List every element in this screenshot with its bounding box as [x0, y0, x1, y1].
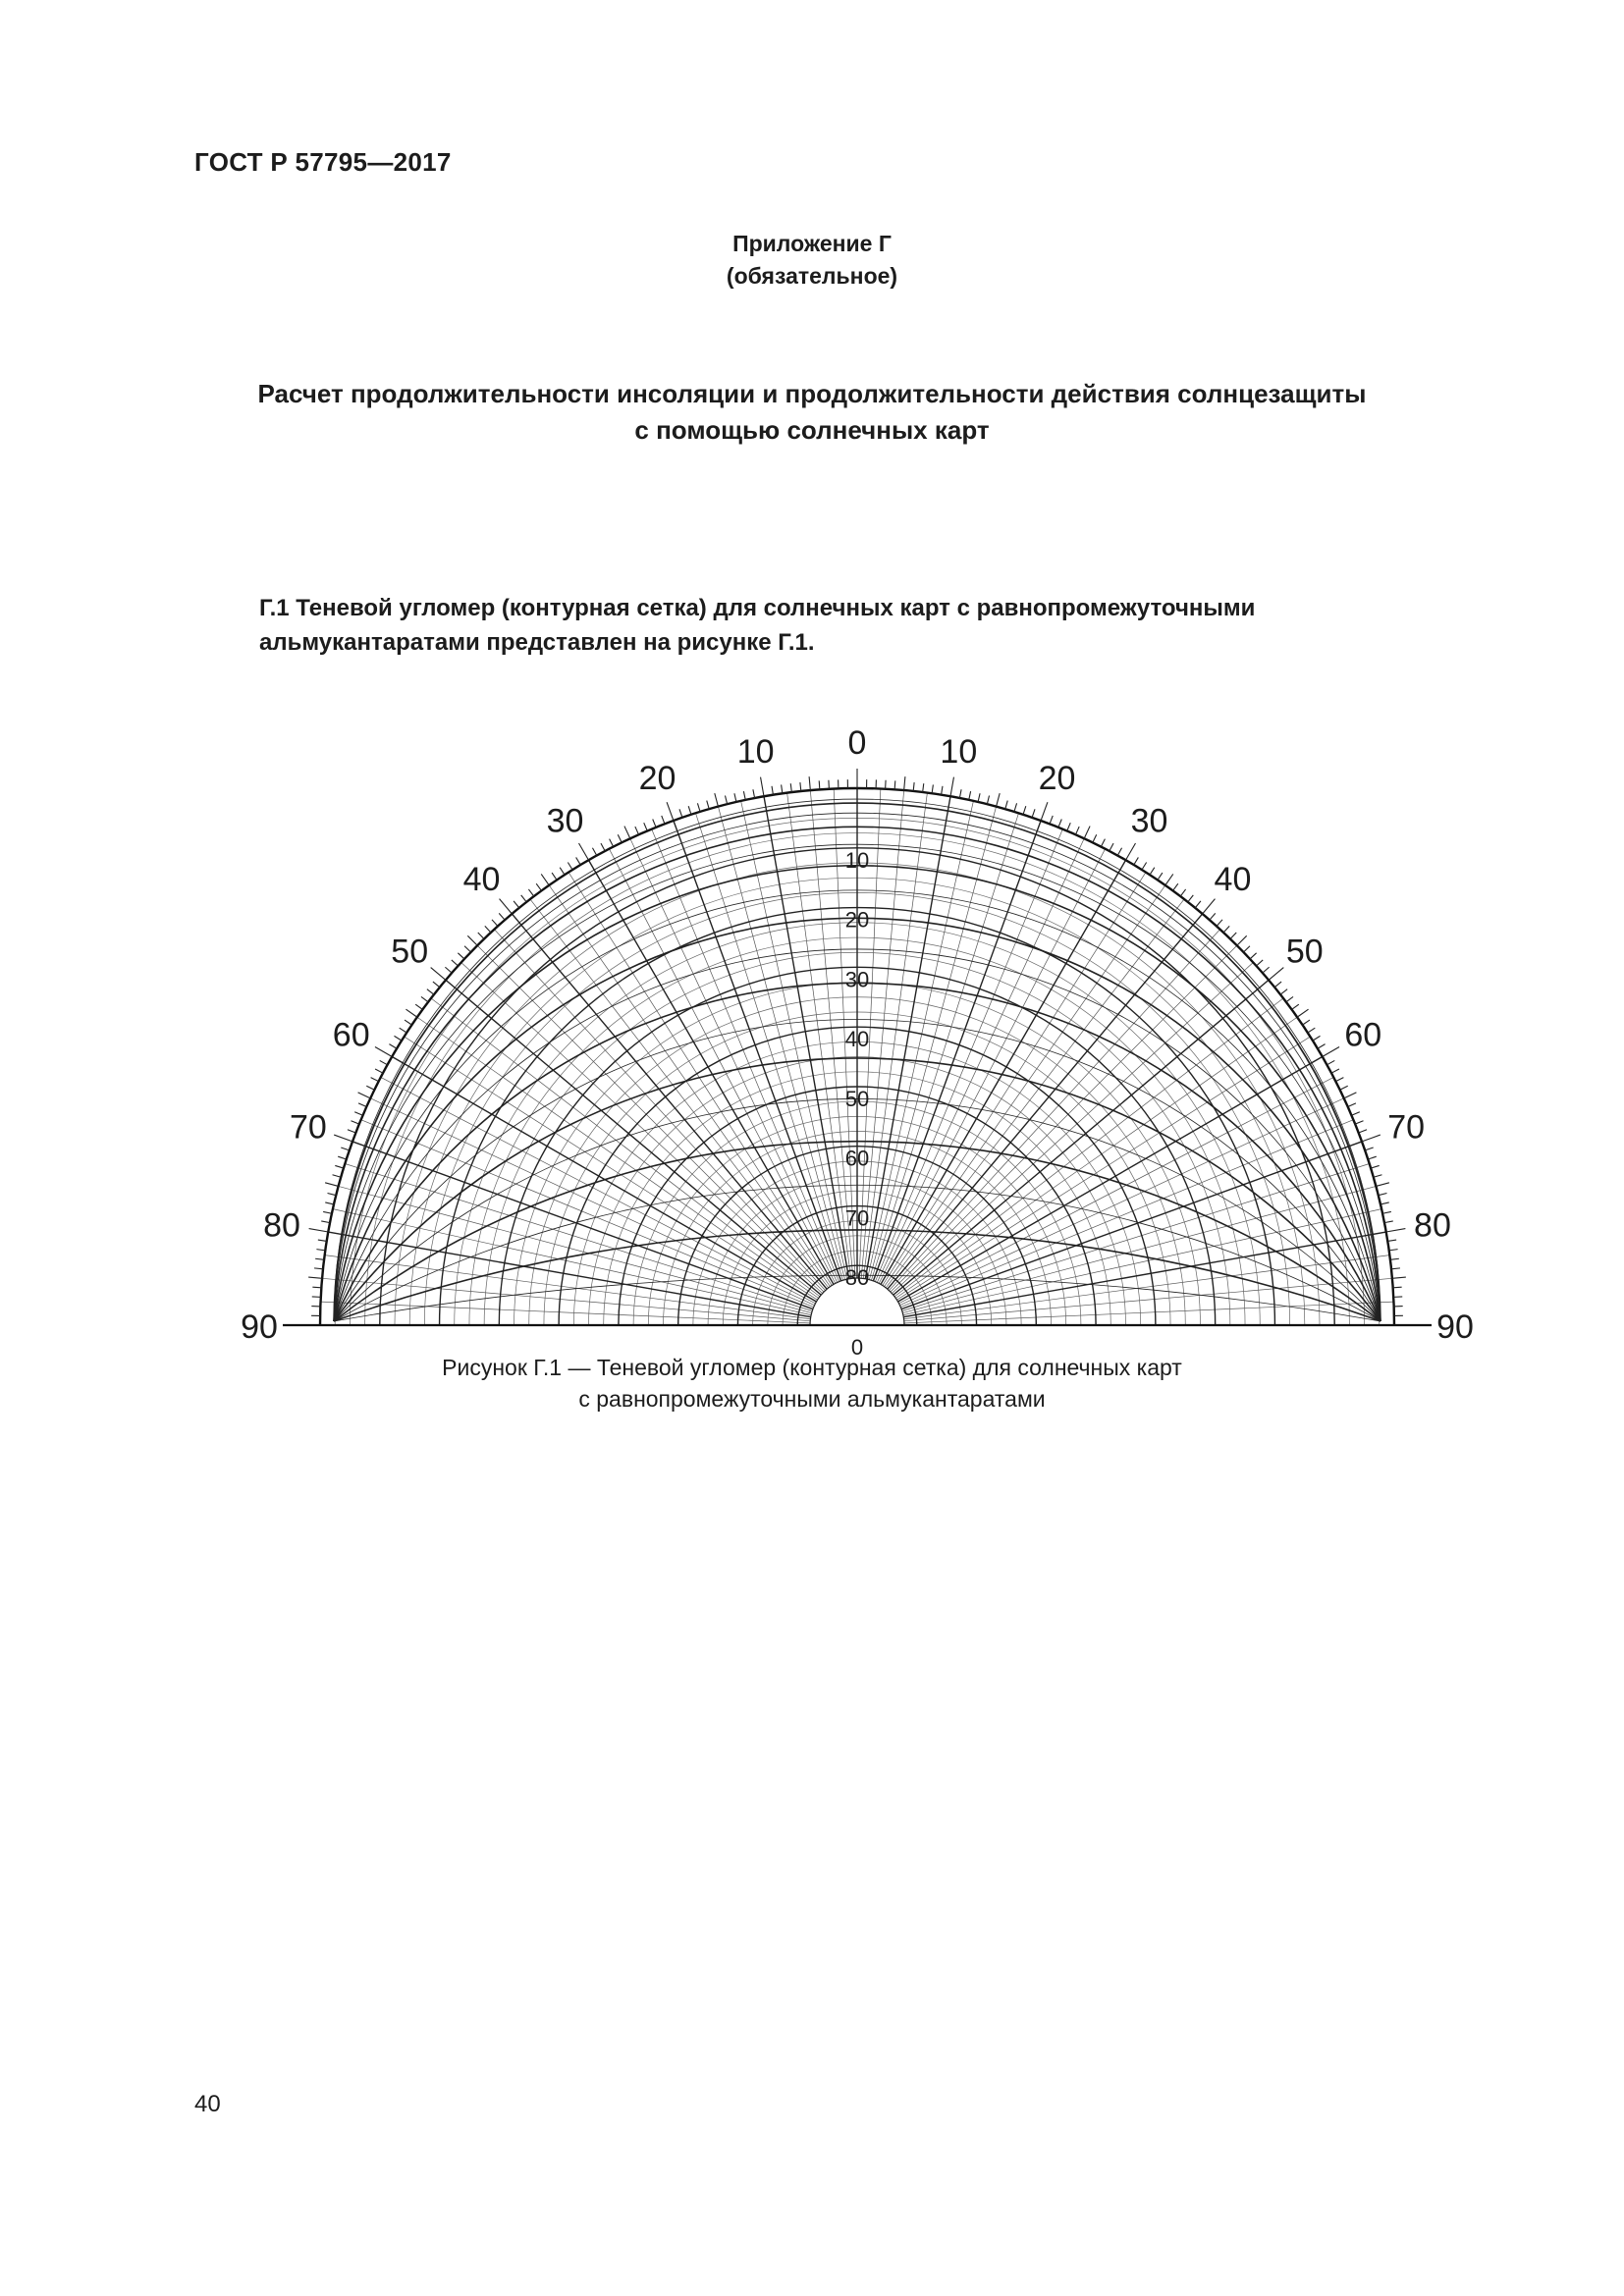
outer-label-right: 40	[1214, 861, 1252, 899]
outer-label-left: 70	[289, 1108, 327, 1147]
outer-label-right: 50	[1285, 933, 1324, 971]
section-title-line-2: с помощью солнечных карт	[634, 415, 990, 445]
center-bottom-label: 0	[850, 1335, 864, 1360]
appendix-status: (обязательное)	[726, 263, 898, 289]
paragraph-line-1: Г.1 Теневой угломер (контурная сетка) для солнечных карт с равнопромежуточными	[259, 595, 1256, 621]
inner-altitude-label: 80	[844, 1265, 870, 1291]
outer-label-right: 20	[1038, 759, 1076, 797]
outer-label-right: 80	[1414, 1206, 1451, 1245]
outer-label-right: 60	[1344, 1016, 1382, 1054]
inner-altitude-label: 50	[844, 1086, 870, 1111]
outer-label-left: 40	[462, 861, 501, 899]
document-code: ГОСТ Р 57795—2017	[194, 147, 452, 177]
figure-caption-line-2: с равнопромежуточными альмукантаратами	[578, 1386, 1046, 1412]
inner-altitude-label: 20	[844, 907, 870, 933]
inner-altitude-label: 40	[844, 1027, 870, 1052]
outer-label-left: 90	[241, 1308, 278, 1346]
outer-label-left: 60	[332, 1016, 370, 1054]
outer-label-left: 30	[546, 802, 584, 840]
outer-label-left: 50	[391, 933, 429, 971]
inner-altitude-label: 70	[844, 1205, 870, 1231]
page-number: 40	[194, 2091, 221, 2117]
figure-caption	[0, 1352, 1624, 1415]
inner-altitude-label: 30	[844, 967, 870, 992]
outer-label-left: 10	[736, 733, 775, 772]
inner-altitude-label: 10	[844, 847, 870, 873]
outer-label-zero: 0	[847, 724, 867, 762]
figure-caption-line-1: Рисунок Г.1 — Теневой угломер (контурная сетка) для солнечных карт	[442, 1355, 1182, 1380]
outer-label-left: 80	[263, 1206, 300, 1245]
appendix-label: Приложение Г	[732, 231, 892, 256]
outer-label-left: 20	[638, 759, 677, 797]
outer-label-right: 70	[1387, 1108, 1426, 1147]
section-title-line-1: Расчет продолжительности инсоляции и продолжительности действия солнцезащиты	[257, 379, 1367, 408]
outer-label-right: 90	[1436, 1308, 1474, 1346]
outer-label-right: 10	[940, 733, 978, 772]
paragraph-line-2: альмукантаратами представлен на рисунке Г.1.	[259, 629, 815, 656]
inner-altitude-label: 60	[844, 1146, 870, 1171]
outer-label-right: 30	[1130, 802, 1168, 840]
